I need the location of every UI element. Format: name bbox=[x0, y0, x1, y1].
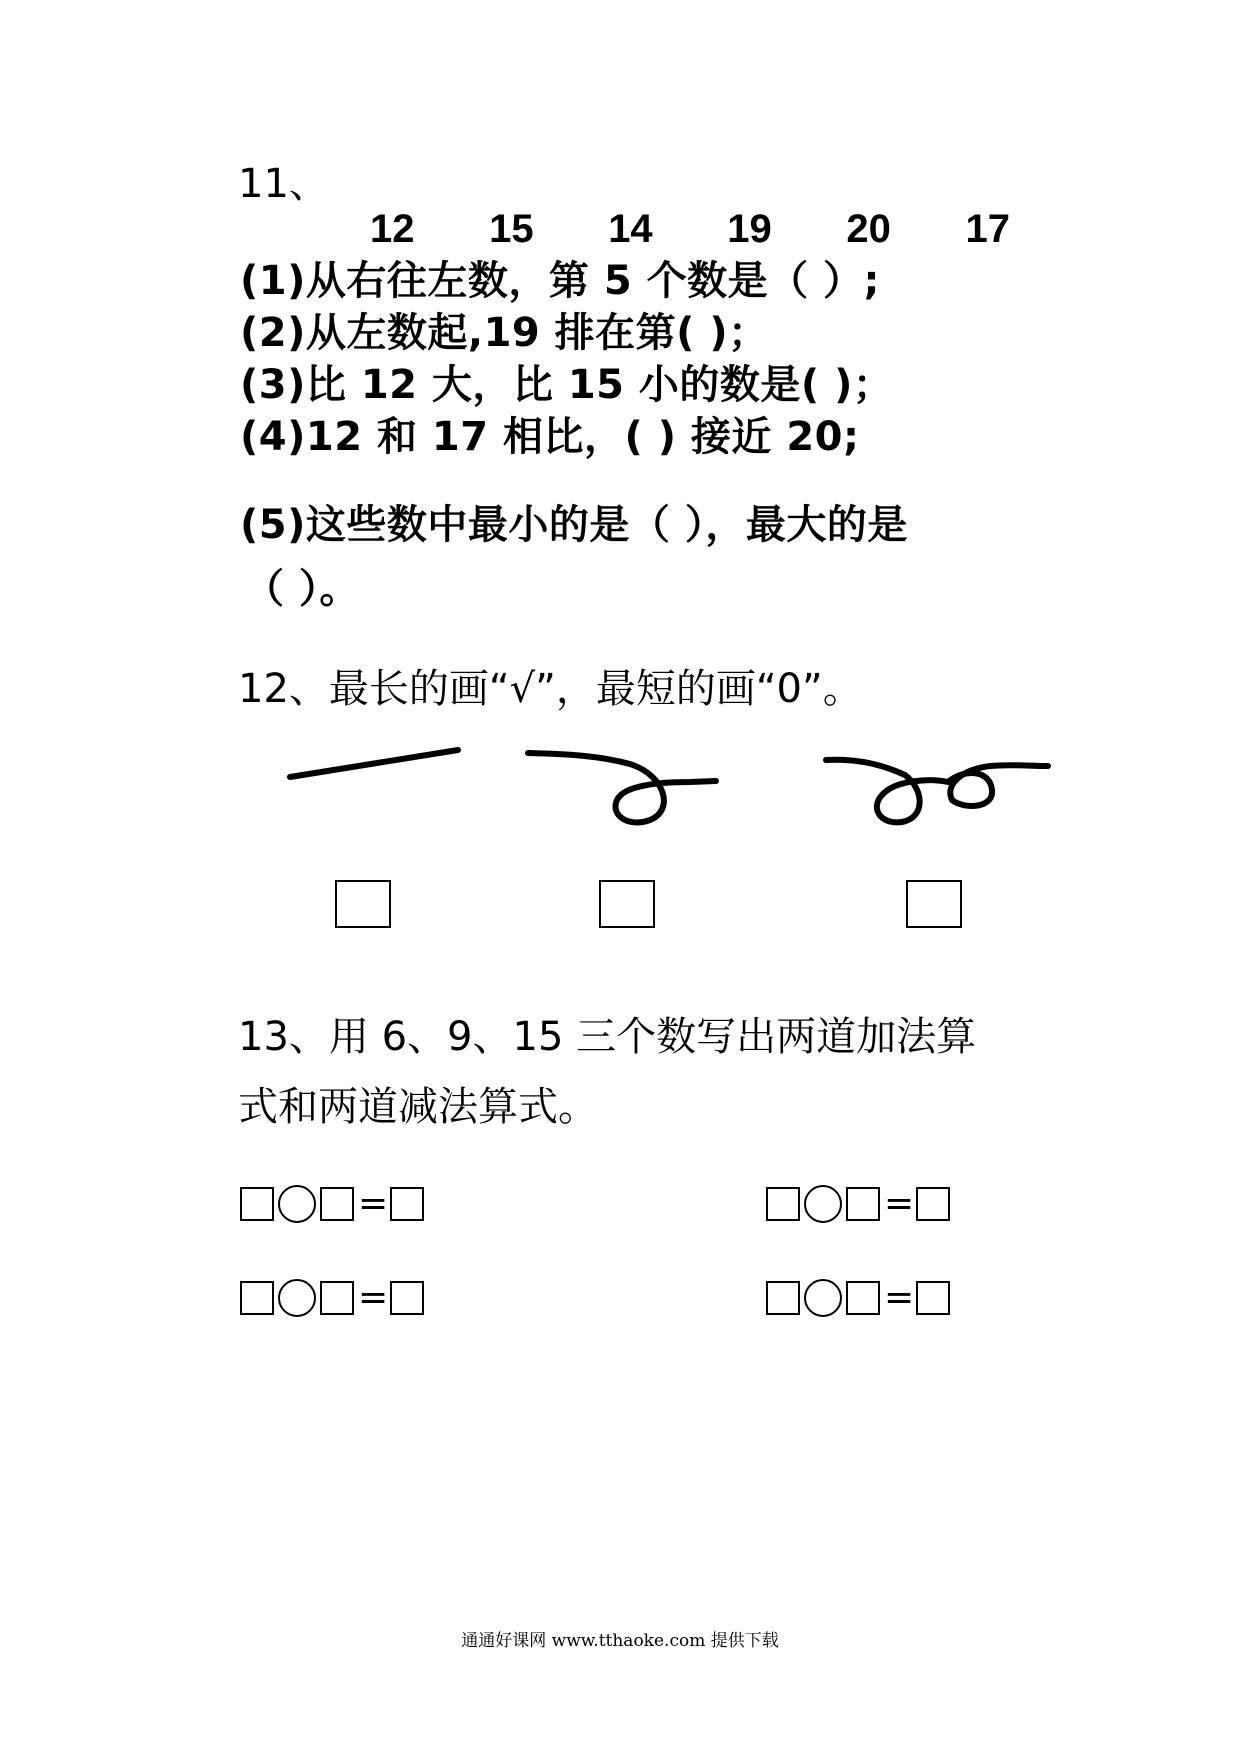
operand-box[interactable] bbox=[846, 1281, 880, 1315]
q11-item-2: (2)从左数起,19 排在第( )； bbox=[240, 310, 769, 356]
number-list bbox=[370, 205, 1010, 253]
q11-item-5: (5)这些数中最小的是（ ），最大的是 bbox=[240, 502, 908, 548]
operator-circle[interactable] bbox=[804, 1279, 842, 1317]
number-item: 12 bbox=[370, 207, 415, 251]
operand-box[interactable] bbox=[240, 1281, 274, 1315]
operand-box[interactable] bbox=[320, 1281, 354, 1315]
addition-formula-1 bbox=[240, 1184, 424, 1224]
q11-item-1: (1)从右往左数，第 5 个数是（ ）; bbox=[240, 258, 880, 304]
footer-credit: 通通好课网 www.tthaoke.com 提供下载 bbox=[461, 1631, 779, 1651]
question-13-line-2: 式和两道减法算式。 bbox=[238, 1084, 598, 1130]
number-item: 14 bbox=[608, 207, 653, 251]
equals-sign: = bbox=[884, 1183, 915, 1224]
q11-item-3: (3)比 12 大，比 15 小的数是( )； bbox=[240, 362, 894, 408]
result-box[interactable] bbox=[390, 1187, 424, 1221]
answer-box-2[interactable] bbox=[599, 880, 655, 928]
operand-box[interactable] bbox=[240, 1187, 274, 1221]
operand-box[interactable] bbox=[846, 1187, 880, 1221]
line-with-two-loops bbox=[826, 760, 1048, 823]
equals-sign: = bbox=[358, 1183, 389, 1224]
answer-box-3[interactable] bbox=[906, 880, 962, 928]
equals-sign: = bbox=[884, 1277, 915, 1318]
line-figures bbox=[0, 720, 1240, 840]
addition-formula-2 bbox=[766, 1184, 950, 1224]
number-item: 17 bbox=[965, 207, 1010, 251]
line-with-one-loop bbox=[528, 753, 716, 822]
subtraction-formula-1 bbox=[240, 1278, 424, 1318]
result-box[interactable] bbox=[916, 1281, 950, 1315]
number-item: 19 bbox=[727, 207, 772, 251]
number-item: 15 bbox=[489, 207, 534, 251]
result-box[interactable] bbox=[916, 1187, 950, 1221]
q11-item-5-continued: （ ）。 bbox=[244, 566, 360, 612]
subtraction-formula-2 bbox=[766, 1278, 950, 1318]
number-item: 20 bbox=[846, 207, 891, 251]
q11-item-4: (4)12 和 17 相比，( ) 接近 20; bbox=[240, 414, 860, 460]
operator-circle[interactable] bbox=[278, 1279, 316, 1317]
question-11-number: 11、 bbox=[238, 161, 329, 207]
equals-sign: = bbox=[358, 1277, 389, 1318]
result-box[interactable] bbox=[390, 1281, 424, 1315]
operand-box[interactable] bbox=[320, 1187, 354, 1221]
answer-box-1[interactable] bbox=[335, 880, 391, 928]
question-13-line-1: 13、用 6、9、15 三个数写出两道加法算 bbox=[238, 1014, 977, 1060]
operator-circle[interactable] bbox=[804, 1185, 842, 1223]
question-12-text: 12、最长的画“√”，最短的画“0”。 bbox=[238, 666, 863, 712]
operand-box[interactable] bbox=[766, 1281, 800, 1315]
operand-box[interactable] bbox=[766, 1187, 800, 1221]
operator-circle[interactable] bbox=[278, 1185, 316, 1223]
straight-line bbox=[290, 750, 458, 777]
